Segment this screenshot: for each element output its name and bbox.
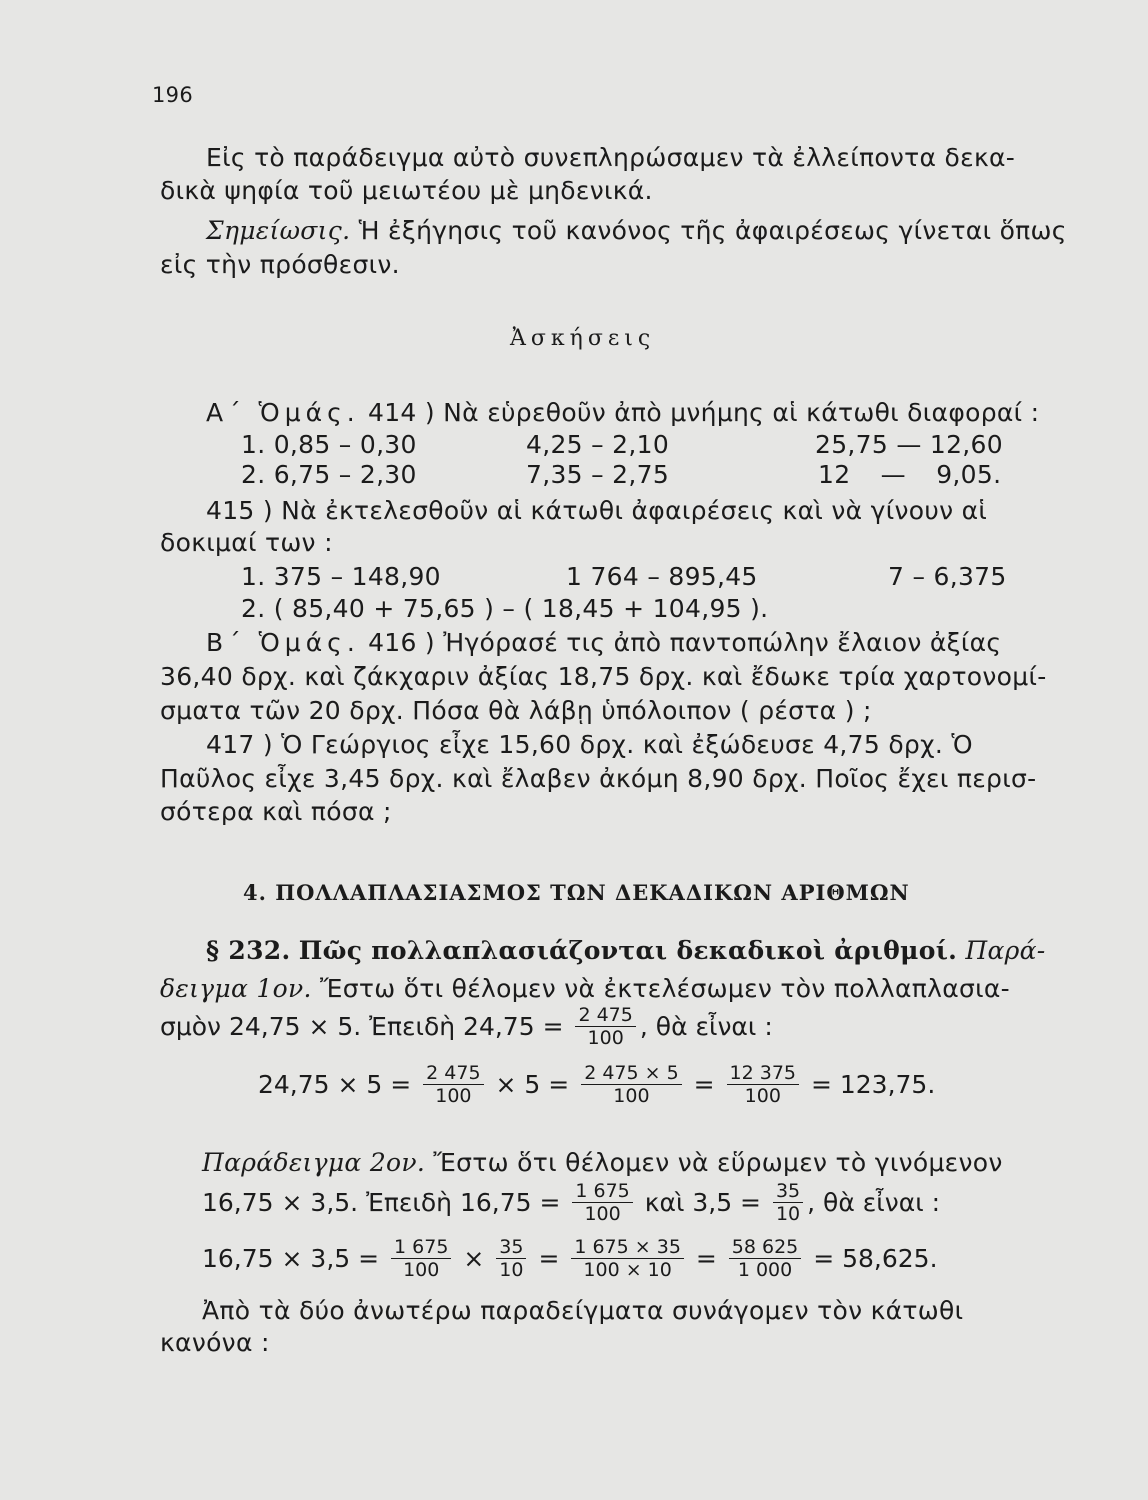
ex1-label-b: δειγμα 1ον. [160,974,312,1003]
line3-text-b: , θὰ εἶναι : [639,1012,773,1041]
par232-line-3 [160,1004,773,1049]
ex417-line-1: 417 ) Ὁ Γεώργιος εἶχε 15,60 δρχ. καὶ ἐξώδευσε 4,75 δρχ. Ὁ [206,730,973,759]
ex415-r1-c1: 1. 375 – 148,90 [241,562,441,591]
ex416-line-2: 36,40 δρχ. καὶ ζάκχαριν ἀξίας 18,75 δρχ. καὶ ἔδωκε τρία χαρτονομί- [160,662,1047,691]
ex417-line-3: σότερα καὶ πόσα ; [160,797,392,826]
ex415-line-1: 415 ) Νὰ ἐκτελεσθοῦν αἱ κάτωθι ἀφαιρέσεις καὶ νὰ γίνουν αἱ [206,496,988,525]
eq2-frac-2: $\frac{35}{10}$ [496,1236,526,1281]
ex416-line-3: σματα τῶν 20 δρχ. Πόσα θὰ λάβῃ ὑπόλοιπον ( ρέστα ) ; [160,696,872,725]
ex414-r2-c3: 12 — 9,05. [818,460,1002,489]
eq1-frac-2: $\frac{2 475 \times 5}{100}$ [581,1062,681,1107]
ex416-line-1 [206,628,1001,658]
ex414-text: 414 ) Νὰ εὑρεθοῦν ἀπὸ μνήμης αἱ κάτωθι διαφοραί : [368,398,1040,427]
group-b-label: Β΄ Ὁμάς. [206,628,360,657]
note-text: Ἡ ἐξήγησις τοῦ κανόνος τῆς ἀφαιρέσεως γίνεται ὅπως [358,216,1067,245]
par232-line-5: 16,75 × 3,5. Ἐπειδὴ 16,75 = $\frac{1 675}{100}$ καὶ 3,5 = $\frac{35}{10}$ , θὰ εἶναι : [202,1180,941,1225]
line5-frac-2: $\frac{35}{10}$ [773,1180,803,1225]
ex415-line-2: δοκιμαί των : [160,528,333,557]
eq2-frac-1: $\frac{1 675}{100}$ [391,1236,451,1281]
ex415-r1-c2: 1 764 – 895,45 [566,562,758,591]
conclusion-line-2: κανόνα : [160,1328,270,1357]
ex415-r1-c3: 7 – 6,375 [888,562,1007,591]
page-number: 196 [152,83,193,107]
ex1-text: Ἔστω ὅτι θέλομεν νὰ ἐκτελέσωμεν τὸν πολλαπλασια- [319,974,1010,1003]
line3-text-a: σμὸν 24,75 × 5. Ἐπειδὴ 24,75 = [160,1012,564,1041]
ex414-r1-c3: 25,75 — 12,60 [815,430,1003,459]
fraction-2475-100: $\frac{2 475}{100}$ [575,1004,635,1049]
par232-number: § 232. [206,936,291,965]
group-a-label: Α΄ Ὁμάς. [206,398,360,427]
exercises-heading: Ἀσκήσεις [510,326,656,351]
note-label: Σημείωσις. [206,216,351,245]
ex416-text: 416 ) Ἠγόρασέ τις ἀπὸ παντοπώλην ἔλαιον ἀξίας [368,628,1002,657]
eq2-frac-3: $\frac{1 675 \times 35}{100 \times 10}$ [571,1236,684,1281]
eq1-frac-1: $\frac{2 475}{100}$ [423,1062,483,1107]
section-title: 4. ΠΟΛΛΑΠΛΑΣΙΑΣΜΟΣ ΤΩΝ ΔΕΚΑΔΙΚΩΝ ΑΡΙΘΜΩΝ [243,880,910,905]
ex2-label: Παράδειγμα 2ον. [202,1148,426,1177]
ex417-line-2: Παῦλος εἶχε 3,45 δρχ. καὶ ἔλαβεν ἀκόμη 8,90 δρχ. Ποῖος ἔχει περισ- [160,764,1037,793]
equation-1: 24,75 × 5 = $\frac{2 475}{100}$ × 5 = $\frac{2 475 \times 5}{100}$ = $\frac{12 375}{100}$ = 123,75. [258,1062,936,1107]
intro-line-1: Εἰς τὸ παράδειγμα αὐτὸ συνεπληρώσαμεν τὰ ἐλλείποντα δεκα- [206,143,1016,172]
note-line-1 [206,216,1067,246]
conclusion-line-1: Ἀπὸ τὰ δύο ἀνωτέρω παραδείγματα συνάγομεν τὸν κάτωθι [202,1296,964,1325]
par232-line-1 [206,936,1046,966]
ex414-r2-c2: 7,35 – 2,75 [526,460,670,489]
line5-frac-1: $\frac{1 675}{100}$ [572,1180,632,1225]
intro-line-2: δικὰ ψηφία τοῦ μειωτέου μὲ μηδενικά. [160,176,653,205]
ex414-line [206,398,1039,428]
eq2-frac-4: $\frac{58 625}{1 000}$ [729,1236,801,1281]
ex1-label-a: Παρά- [965,936,1046,965]
ex2-text: Ἔστω ὅτι θέλομεν νὰ εὕρωμεν τὸ γινόμενον [433,1148,1003,1177]
par232-title: Πῶς πολλαπλασιάζονται δεκαδικοὶ ἀριθμοί. [298,936,958,965]
equation-2: 16,75 × 3,5 = $\frac{1 675}{100}$ × $\frac{35}{10}$ = $\frac{1 675 \times 35}{100 \times 10}$ = $\frac{58 625}{1 000}$ = 58,625. [202,1236,938,1281]
ex414-r2-c1: 2. 6,75 – 2,30 [241,460,417,489]
ex415-r2: 2. ( 85,40 + 75,65 ) – ( 18,45 + 104,95 ). [241,594,769,623]
ex414-r1-c1: 1. 0,85 – 0,30 [241,430,417,459]
ex414-r1-c2: 4,25 – 2,10 [526,430,670,459]
eq1-frac-3: $\frac{12 375}{100}$ [727,1062,799,1107]
ex2-line [202,1148,1003,1178]
note-line-2: εἰς τὴν πρόσθεσιν. [160,250,400,279]
par232-line-2 [160,974,1010,1004]
